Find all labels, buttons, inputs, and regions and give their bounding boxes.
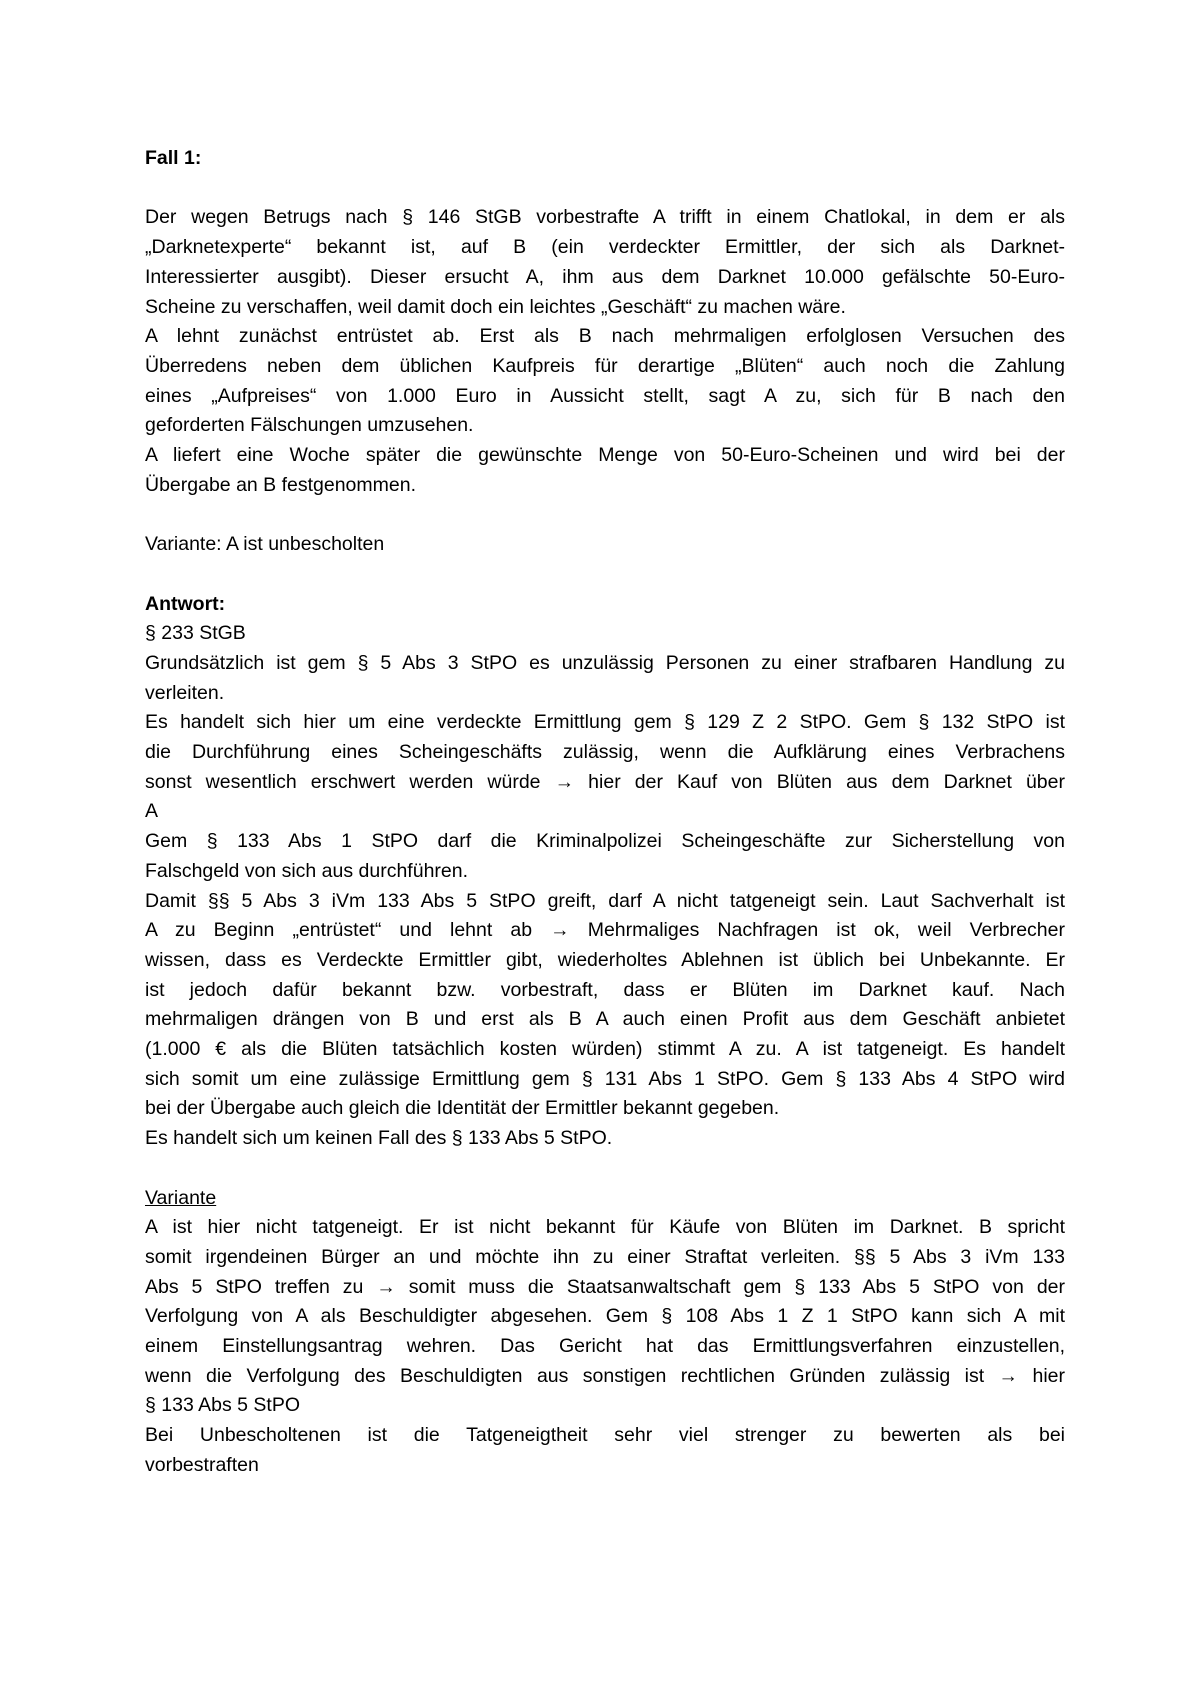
text-line: Verfolgung von A als Beschuldigter abgesehen. Gem § 108 Abs 1 Z 1 StPO kann sich A mit: [145, 1305, 1065, 1328]
variant-body: [145, 1213, 1065, 1480]
text-line: § 133 Abs 5 StPO: [145, 1394, 301, 1417]
text-line: A ist hier nicht tatgeneigt. Er ist nicht bekannt für Käufe von Blüten im Darknet. B spricht: [145, 1216, 1065, 1239]
spacer: [145, 500, 1065, 530]
document-page: [145, 144, 1065, 1481]
text-line: A lehnt zunächst entrüstet ab. Erst als B nach mehrmaligen erfolglosen Versuchen des: [145, 325, 1065, 348]
text-line: (1.000 € als die Blüten tatsächlich kosten würden) stimmt A zu. A ist tatgeneigt. Es handelt: [145, 1038, 1065, 1061]
text-line: Überredens neben dem üblichen Kaufpreis für derartige „Blüten“ auch noch die Zahlung: [145, 354, 1065, 377]
variant-heading: [145, 1184, 1065, 1214]
text-line: A liefert eine Woche später die gewünschte Menge von 50-Euro-Scheinen und wird bei der: [145, 444, 1065, 467]
text-line: Bei Unbescholtenen ist die Tatgeneigtheit sehr viel strenger zu bewerten als bei: [145, 1424, 1065, 1447]
text-line: bei der Übergabe auch gleich die Identität der Ermittler bekannt gegeben.: [145, 1097, 780, 1120]
text-line: ist jedoch dafür bekannt bzw. vorbestraft, dass er Blüten im Darknet kauf. Nach: [145, 978, 1065, 1001]
spacer: [145, 174, 1065, 204]
text-line: verleiten.: [145, 681, 225, 704]
text-line: somit irgendeinen Bürger an und möchte ihn zu einer Straftat verleiten. §§ 5 Abs 3 iVm 133: [145, 1245, 1065, 1268]
text-line: die Durchführung eines Scheingeschäfts zulässig, wenn die Aufklärung eines Verbrachens: [145, 741, 1065, 764]
case-description: [145, 203, 1065, 500]
text-line: A: [145, 800, 159, 823]
answer-heading: Antwort:: [145, 592, 226, 615]
spacer: [145, 560, 1065, 590]
case-title: Fall 1:: [145, 147, 202, 169]
variant-heading-text: Variante: [145, 1186, 217, 1209]
text-line: Es handelt sich hier um eine verdeckte Ermittlung gem § 129 Z 2 StPO. Gem § 132 StPO ist: [145, 711, 1065, 734]
text-line: wenn die Verfolgung des Beschuldigten aus sonstigen rechtlichen Gründen zulässig ist → hier: [145, 1364, 1065, 1387]
text-line: Gem § 133 Abs 1 StPO darf die Kriminalpolizei Scheingeschäfte zur Sicherstellung von: [145, 830, 1065, 853]
text-line: wissen, dass es Verdeckte Ermittler gibt, wiederholtes Ablehnen ist üblich bei Unbekannte. Er: [145, 948, 1065, 971]
text-line: Damit §§ 5 Abs 3 iVm 133 Abs 5 StPO greift, darf A nicht tatgeneigt sein. Laut Sachverhalt ist: [145, 889, 1065, 912]
text-line: Falschgeld von sich aus durchführen.: [145, 859, 469, 882]
text-line: Der wegen Betrugs nach § 146 StGB vorbestrafte A trifft in einem Chatlokal, in dem er als: [145, 206, 1065, 229]
text-line: einem Einstellungsantrag wehren. Das Gericht hat das Ermittlungsverfahren einzustellen,: [145, 1335, 1065, 1358]
spacer: [145, 1154, 1065, 1184]
text-line: Grundsätzlich ist gem § 5 Abs 3 StPO es unzulässig Personen zu einer strafbaren Handlung zu: [145, 651, 1065, 674]
text-line: Es handelt sich um keinen Fall des § 133 Abs 5 StPO.: [145, 1127, 613, 1150]
text-line: mehrmaligen drängen von B und erst als B A auch einen Profit aus dem Geschäft anbietet: [145, 1008, 1065, 1031]
text-line: A zu Beginn „entrüstet“ und lehnt ab → Mehrmaliges Nachfragen ist ok, weil Verbrecher: [145, 919, 1065, 942]
text-line: geforderten Fälschungen umzusehen.: [145, 414, 474, 437]
text-line: eines „Aufpreises“ von 1.000 Euro in Aussicht stellt, sagt A zu, sich für B nach den: [145, 384, 1065, 407]
variant-question: Variante: A ist unbescholten: [145, 533, 385, 556]
text-line: § 233 StGB: [145, 622, 246, 645]
text-line: „Darknetexperte“ bekannt ist, auf B (ein verdeckter Ermittler, der sich als Darknet-: [145, 236, 1065, 259]
answer-body: [145, 619, 1065, 1154]
text-line: sich somit um eine zulässige Ermittlung gem § 131 Abs 1 StPO. Gem § 133 Abs 4 StPO wird: [145, 1067, 1065, 1090]
text-line: Übergabe an B festgenommen.: [145, 473, 417, 496]
text-line: Interessierter ausgibt). Dieser ersucht A, ihm aus dem Darknet 10.000 gefälschte 50-Euro-: [145, 265, 1065, 288]
text-line: Scheine zu verschaffen, weil damit doch ein leichtes „Geschäft“ zu machen wäre.: [145, 295, 846, 318]
text-line: vorbestraften: [145, 1453, 259, 1476]
text-line: Abs 5 StPO treffen zu → somit muss die Staatsanwaltschaft gem § 133 Abs 5 StPO von der: [145, 1275, 1065, 1298]
text-line: sonst wesentlich erschwert werden würde → hier der Kauf von Blüten aus dem Darknet über: [145, 770, 1065, 793]
